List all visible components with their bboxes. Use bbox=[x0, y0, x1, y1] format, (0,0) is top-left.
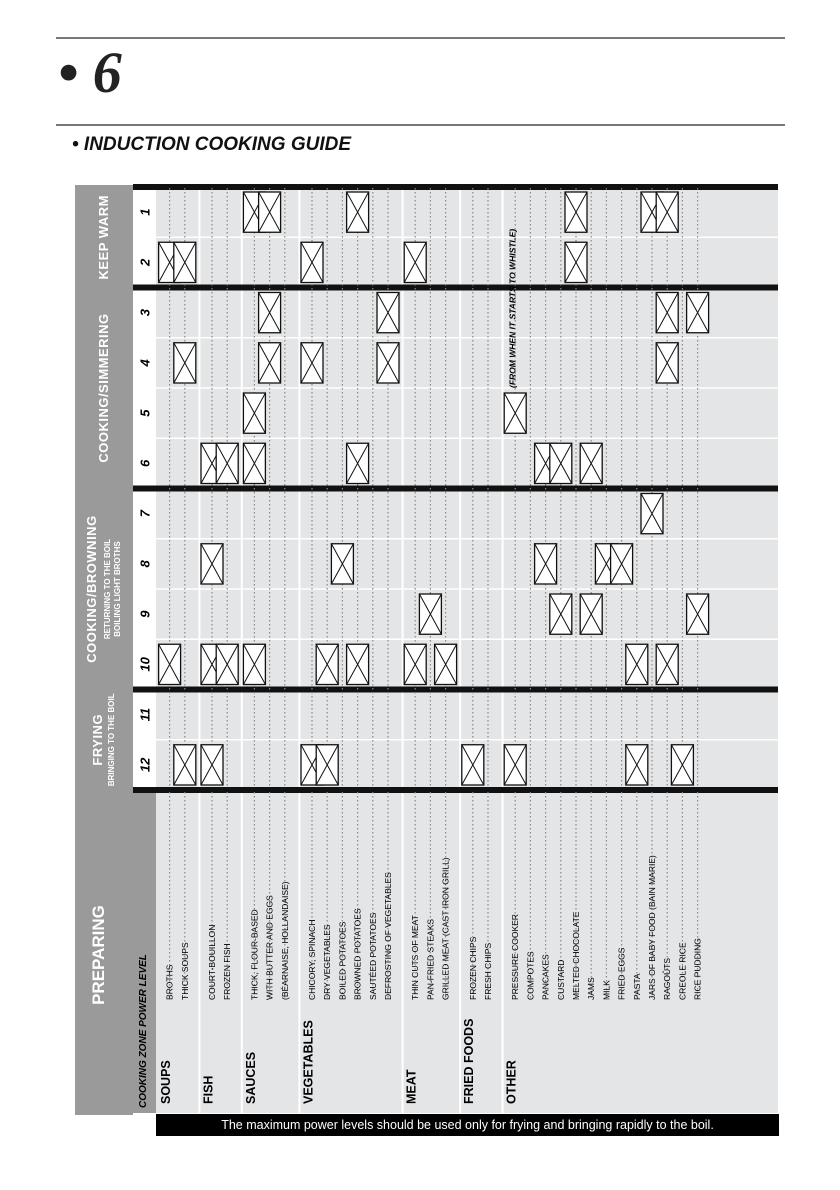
level-number: 9 bbox=[137, 610, 153, 618]
level-number: 5 bbox=[137, 409, 153, 417]
item-label: COMPOTES bbox=[525, 951, 536, 1000]
item-label: MILK bbox=[601, 980, 612, 1000]
level-mark-box bbox=[626, 745, 648, 785]
level-mark-box bbox=[404, 644, 426, 684]
band-header bbox=[96, 195, 111, 279]
level-mark-box bbox=[377, 293, 399, 333]
level-mark-box bbox=[656, 644, 678, 684]
level-mark-box bbox=[580, 594, 602, 634]
level-number: 7 bbox=[137, 510, 153, 518]
page-number: • 6 bbox=[58, 40, 122, 105]
level-mark-box bbox=[565, 242, 587, 282]
level-mark-box bbox=[243, 644, 265, 684]
level-mark-box bbox=[347, 443, 369, 483]
level-mark-box bbox=[331, 544, 353, 584]
item-label: JAMS bbox=[586, 977, 597, 1000]
level-mark-box bbox=[347, 192, 369, 232]
item-label: FRIED EGGS bbox=[616, 947, 627, 1000]
band-subtitle: BRINGING TO THE BOIL bbox=[107, 693, 116, 787]
level-mark-box bbox=[174, 343, 196, 383]
item-label: JARS OF BABY FOOD (BAIN MARIE) bbox=[647, 855, 657, 1000]
item-label: COURT-BOUILLON bbox=[207, 924, 217, 1000]
group-name: MEAT bbox=[404, 1069, 419, 1104]
labels-top-border bbox=[156, 788, 778, 791]
level-mark-box bbox=[535, 544, 557, 584]
item-label: FRESH CHIPS bbox=[483, 942, 493, 1000]
level-mark-box bbox=[671, 745, 693, 785]
level-mark-box bbox=[435, 644, 457, 684]
group-name: FRIED FOODS bbox=[462, 1018, 477, 1104]
level-mark-box bbox=[301, 242, 323, 282]
level-mark-box bbox=[316, 745, 338, 785]
level-number: 8 bbox=[137, 560, 153, 568]
item-label: BOILED POTATOES bbox=[337, 921, 348, 1000]
footer-note: The maximum power levels should be used only for frying and bringing rapidly to the boil. bbox=[156, 1114, 779, 1136]
level-mark-box bbox=[550, 443, 572, 483]
level-mark-box bbox=[259, 293, 281, 333]
level-number: 4 bbox=[137, 359, 153, 367]
group-name: FISH bbox=[201, 1075, 216, 1104]
axis-title: COOKING ZONE POWER LEVEL bbox=[138, 954, 149, 1108]
item-label: RICE PUDDING bbox=[692, 938, 703, 1000]
item-label: THICK, FLOUR-BASED bbox=[249, 909, 260, 1000]
item-label: MELTED CHOCOLATE bbox=[571, 911, 581, 1000]
level-mark-box bbox=[259, 343, 281, 383]
pressure-cooker-note: (FROM WHEN IT STARTS TO WHISTLE) bbox=[507, 228, 518, 388]
level-number: 12 bbox=[137, 757, 153, 773]
band-title: FRYING bbox=[90, 713, 105, 766]
level-mark-box bbox=[626, 644, 648, 684]
band-boundary bbox=[133, 285, 778, 291]
level-mark-box bbox=[216, 644, 238, 684]
band-subtitle: RETURNING TO THE BOIL bbox=[103, 538, 112, 640]
item-label: FROZEN FISH bbox=[222, 943, 233, 1000]
item-label: DEFROSTING OF VEGETABLES bbox=[383, 872, 393, 1000]
level-mark-box bbox=[565, 192, 587, 232]
band-header bbox=[96, 313, 111, 462]
level-number: 1 bbox=[137, 208, 153, 216]
level-mark-box bbox=[159, 644, 181, 684]
level-mark-box bbox=[550, 594, 572, 634]
band-boundary bbox=[133, 486, 778, 492]
level-mark-box bbox=[656, 293, 678, 333]
level-mark-box bbox=[174, 242, 196, 282]
level-mark-box bbox=[504, 745, 526, 785]
item-label: (BÉARNAISE, HOLLANDAISE) bbox=[279, 881, 290, 1000]
item-label: PAN-FRIED STEAKS bbox=[425, 918, 436, 1000]
item-label: PANCAKES bbox=[540, 954, 551, 1000]
item-label: DRY VEGETABLES bbox=[322, 924, 333, 1000]
group-name: SOUPS bbox=[159, 1060, 173, 1104]
item-label: BROWNED POTATOES bbox=[352, 908, 363, 1000]
group-name: OTHER bbox=[504, 1060, 519, 1104]
band-title: COOKING/SIMMERING bbox=[96, 313, 111, 463]
item-label: SAUTÉED POTATOES bbox=[367, 912, 378, 1000]
group-name: SAUCES bbox=[243, 1051, 258, 1104]
band-boundary bbox=[133, 184, 778, 190]
item-label: PRESSURE COOKER bbox=[510, 914, 521, 1000]
level-mark-box bbox=[216, 443, 238, 483]
level-number: 3 bbox=[137, 309, 153, 317]
preparing-label: PREPARING bbox=[89, 905, 108, 1005]
item-label: CUSTARD bbox=[555, 959, 566, 1000]
item-label: WITH BUTTER AND EGGS bbox=[264, 895, 275, 1000]
level-number: 2 bbox=[137, 258, 153, 266]
level-number: 11 bbox=[137, 707, 153, 722]
band-title: COOKING/BROWNING bbox=[84, 515, 99, 663]
item-label: BROTHS bbox=[164, 964, 175, 1000]
band-subtitle: BOILING LIGHT BROTHS bbox=[113, 541, 122, 637]
level-mark-box bbox=[656, 192, 678, 232]
level-mark-box bbox=[404, 242, 426, 282]
item-label: GRILLED MEAT (CAST IRON GRILL) bbox=[440, 857, 451, 1000]
level-mark-box bbox=[419, 594, 441, 634]
item-label: FROZEN CHIPS bbox=[467, 936, 478, 1000]
item-label: RAGOÛTS bbox=[662, 957, 673, 1000]
level-mark-box bbox=[259, 192, 281, 232]
section-title: • INDUCTION COOKING GUIDE bbox=[72, 134, 351, 155]
item-label: THIN CUTS OF MEAT bbox=[410, 915, 421, 1000]
item-label: PASTA bbox=[631, 973, 642, 1000]
level-number: 10 bbox=[137, 657, 153, 672]
level-mark-box bbox=[301, 343, 323, 383]
band-title: KEEP WARM bbox=[96, 195, 111, 280]
level-mark-box bbox=[174, 745, 196, 785]
level-mark-box bbox=[243, 393, 265, 433]
level-mark-box bbox=[687, 594, 709, 634]
level-mark-box bbox=[687, 293, 709, 333]
item-label: CHICORY, SPINACH bbox=[307, 919, 317, 1000]
item-label: CREOLE RICE bbox=[677, 942, 688, 1000]
level-mark-box bbox=[316, 644, 338, 684]
level-mark-box bbox=[347, 644, 369, 684]
level-mark-box bbox=[580, 443, 602, 483]
group-name: VEGETABLES bbox=[301, 1020, 316, 1104]
level-mark-box bbox=[656, 343, 678, 383]
band-boundary bbox=[133, 687, 778, 693]
level-mark-box bbox=[377, 343, 399, 383]
level-mark-box bbox=[641, 494, 663, 534]
level-mark-box bbox=[201, 745, 223, 785]
level-number: 6 bbox=[137, 459, 153, 467]
level-mark-box bbox=[611, 544, 633, 584]
level-mark-box bbox=[201, 544, 223, 584]
level-mark-box bbox=[462, 745, 484, 785]
item-label: THICK SOUPS bbox=[179, 942, 190, 1000]
level-mark-box bbox=[504, 393, 526, 433]
level-mark-box bbox=[243, 443, 265, 483]
